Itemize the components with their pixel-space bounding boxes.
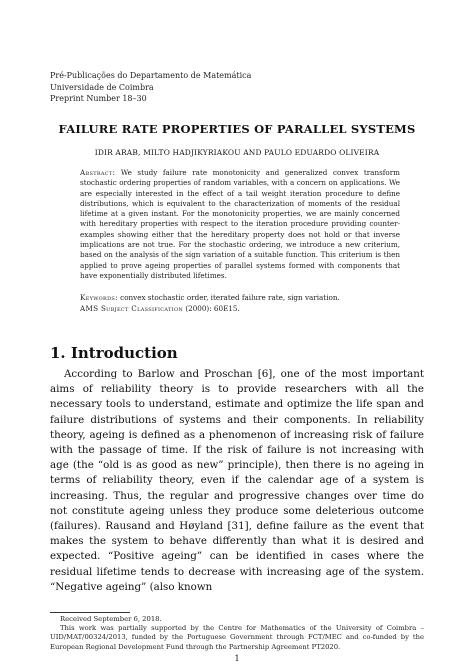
abstract <box>80 168 400 281</box>
abstract-label: Abstract: <box>80 168 116 177</box>
paragraph: According to Barlow and Proschan [6], one of the most important aims of reliability theory is to provide researchers with all the necessary tools to understand, estimate and optimize the life span and failure distributions of systems and their components. In reliability theory, ageing is defined as a phenomenon of increasing risk of failure with the passage of time. If the risk of failure is not increasing with age (the “old is as good as new” principle), then there is no ageing in terms of reliability theory, even if the calendar age of a system is increasing. Thus, the regular and progressive changes over time do not constitute ageing unless they produce some deleterious outcome (failures). Rausand and Høyland [31], define failure as the event that makes the system to behave differently than what it is desired and expected. “Positive ageing” can be identified in cases where the residual lifetime tends to decrease with increasing age of the system. “Negative ageing” (also known <box>50 368 424 593</box>
abstract-text: We study failure rate monotonicity and generalized convex transform stochastic ordering properties of random variables, with a concern on applications. We are especially interested in the effect of a tail weight iteration procedure to define distributions, which is equivalent to the characterization of moments of the residual lifetime at a given instant. For the monotonicity properties, we are mainly concerned with hereditary properties with respect to the iteration procedure providing counter-examples showing either that the hereditary property does not hold or that inverse implications are not true. For the stochastic ordering, we introduce a new criterium, based on the analysis of the sign variation of a suitable function. This criterium is then applied to prove ageing properties of parallel systems formed with components that have exponentially distributed lifetimes. <box>80 168 400 280</box>
footnote-received: Received September 6, 2018. <box>60 615 162 623</box>
page-number: 1 <box>234 654 240 663</box>
ams-label: AMS Subject Classification <box>80 303 184 313</box>
section-heading: 1. Introduction <box>50 344 178 362</box>
department-line: Pré-Publicações do Departamento de Matemática <box>50 71 252 80</box>
keywords-line <box>80 293 400 304</box>
introduction-body <box>50 367 424 595</box>
footnote-support: This work was partially supported by the Centre for Mathematics of the University of Coimbra – UID/MAT/00324/2013, funded by the Portuguese Government through FCT/MEC and co-funded by the European Regional Development Fund through the Partnership Agreement PT2020. <box>50 624 424 651</box>
ams-classification-line <box>80 304 400 315</box>
ams-text: (2000): 60E15. <box>183 303 240 313</box>
keywords-text: convex stochastic order, iterated failure rate, sign variation. <box>117 293 340 302</box>
paper-title: FAILURE RATE PROPERTIES OF PARALLEL SYSTEMS <box>58 122 416 136</box>
keywords-block <box>80 293 400 314</box>
preprint-header <box>50 70 251 105</box>
footnotes <box>50 615 424 652</box>
footnote-rule <box>50 612 130 613</box>
university-line: Universidade de Coimbra <box>50 82 154 92</box>
preprint-number: Preprint Number 18–30 <box>50 94 147 103</box>
keywords-label: Keywords: <box>80 293 118 302</box>
paper-authors: IDIR ARAB, MILTO HADJIKYRIAKOU AND PAULO EDUARDO OLIVEIRA <box>94 148 380 157</box>
